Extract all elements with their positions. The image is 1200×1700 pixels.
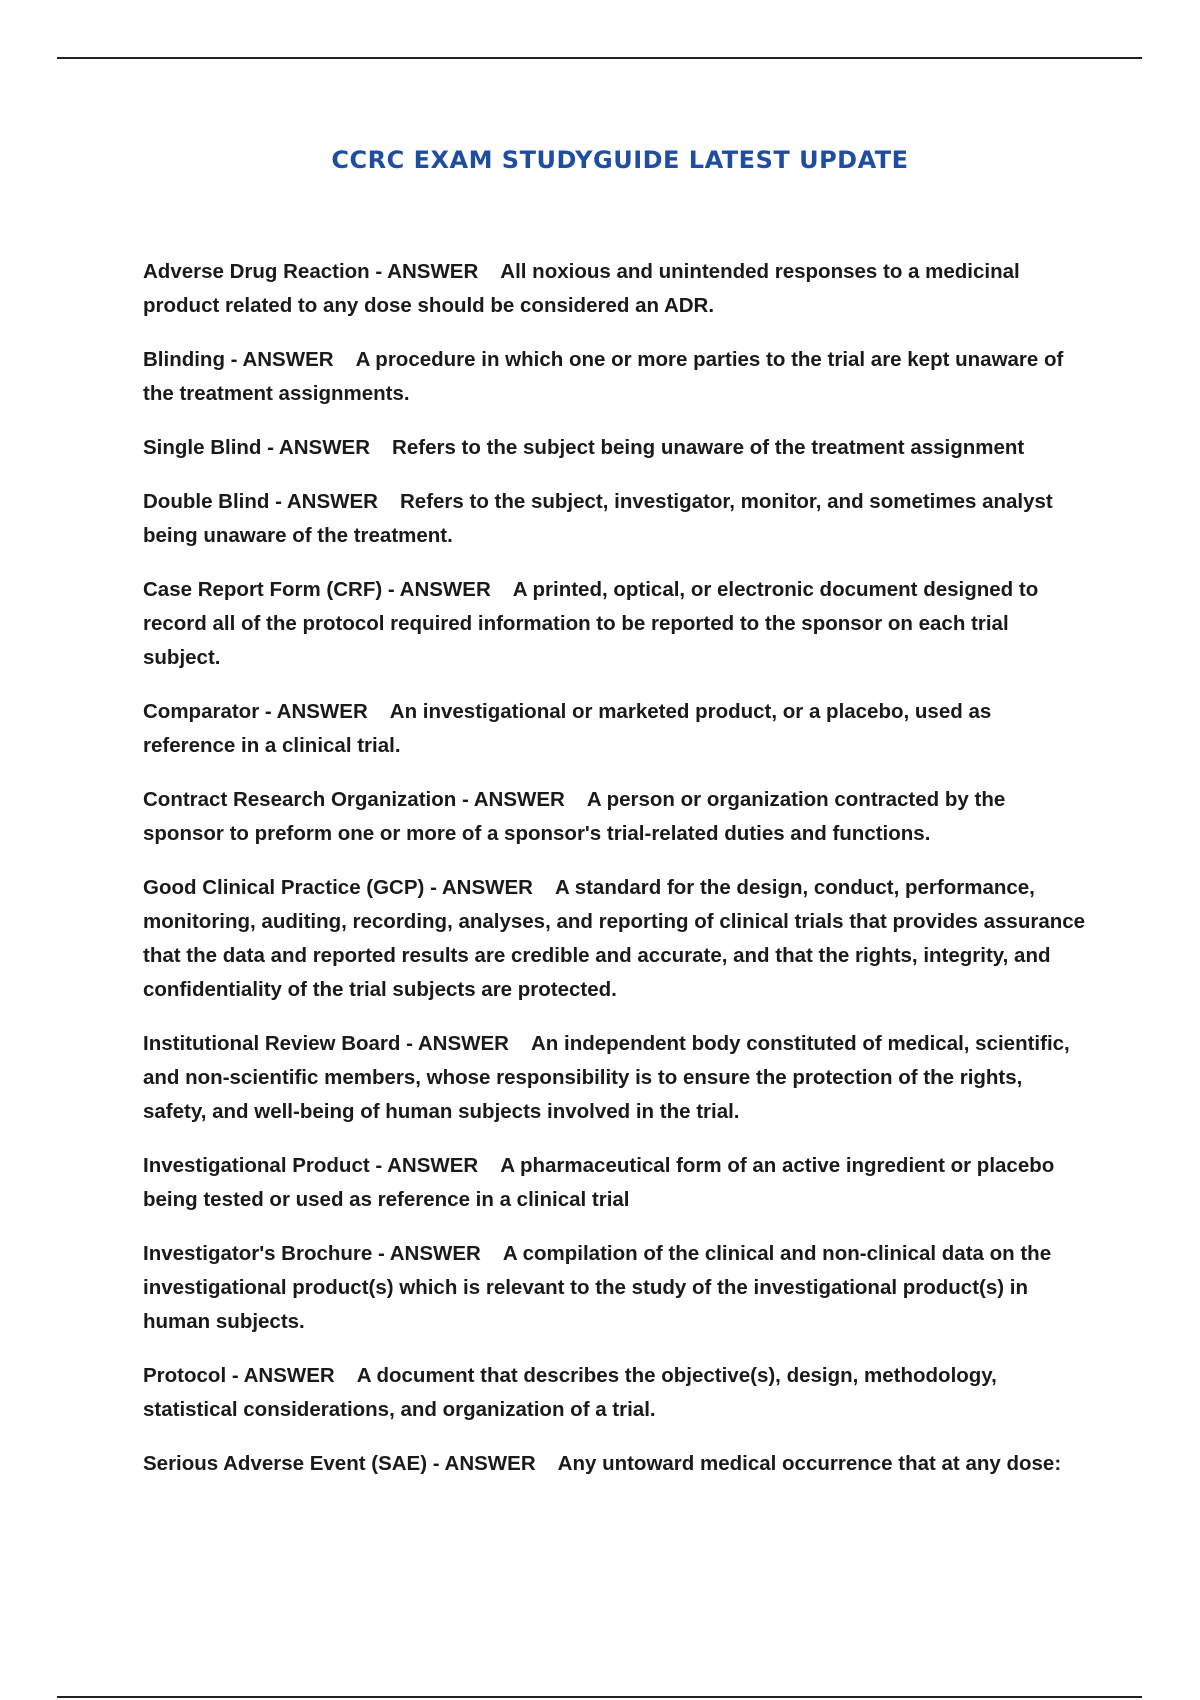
- entry-definition: Refers to the subject being unaware of the treatment assignment: [392, 436, 1025, 459]
- list-item: [143, 485, 1088, 553]
- entry-definition: A document that describes the objective(s), design, methodology, statistical considerations, and organization of a trial.: [143, 1364, 997, 1421]
- list-item: [143, 783, 1088, 851]
- answer-label: - ANSWER: [424, 876, 533, 899]
- answer-label: - ANSWER: [382, 578, 491, 601]
- entry-term: Serious Adverse Event (SAE): [143, 1452, 428, 1475]
- entry-list: [143, 255, 1088, 1501]
- answer-label: - ANSWER: [226, 1364, 335, 1387]
- entry-term: Blinding: [143, 348, 225, 371]
- entry-term: Comparator: [143, 700, 260, 723]
- list-item: [143, 1359, 1088, 1427]
- answer-label: - ANSWER: [369, 1154, 479, 1177]
- answer-label: - ANSWER: [427, 1452, 536, 1475]
- entry-term: Single Blind: [143, 436, 262, 459]
- answer-label: - ANSWER: [261, 436, 371, 459]
- list-item: [143, 343, 1088, 411]
- entry-definition: A compilation of the clinical and non-clinical data on the investigational product(s) which is relevant to the study of the investigational product(s) in human subjects.: [143, 1242, 1052, 1333]
- list-item: [143, 431, 1088, 465]
- answer-label: - ANSWER: [400, 1032, 509, 1055]
- entry-term: Protocol: [143, 1364, 227, 1387]
- entry-term: Good Clinical Practice (GCP): [143, 876, 425, 899]
- answer-label: - ANSWER: [269, 490, 378, 513]
- entry-definition: All noxious and unintended responses to a medicinal product related to any dose should be considered an ADR.: [143, 260, 1020, 317]
- answer-label: - ANSWER: [259, 700, 368, 723]
- list-item: [143, 1447, 1088, 1481]
- entry-term: Case Report Form (CRF): [143, 578, 383, 601]
- entry-definition: An investigational or marketed product, or a placebo, used as reference in a clinical trial.: [143, 700, 992, 757]
- answer-label: - ANSWER: [369, 260, 479, 283]
- footer-rule: [57, 1696, 1142, 1698]
- entry-term: Double Blind: [143, 490, 270, 513]
- document-title: CCRC EXAM STUDYGUIDE LATEST UPDATE: [331, 146, 909, 174]
- entry-definition: A printed, optical, or electronic document designed to record all of the protocol required information to be reported to the sponsor on each trial subject.: [143, 578, 1039, 669]
- answer-label: - ANSWER: [224, 348, 334, 371]
- entry-definition: Refers to the subject, investigator, monitor, and sometimes analyst being unaware of the treatment.: [143, 490, 1053, 547]
- entry-term: Contract Research Organization: [143, 788, 457, 811]
- answer-label: - ANSWER: [456, 788, 565, 811]
- entry-definition: A person or organization contracted by the sponsor to preform one or more of a sponsor's trial-related duties and functions.: [143, 788, 1006, 845]
- entry-definition: A procedure in which one or more parties to the trial are kept unaware of the treatment assignments.: [143, 348, 1064, 405]
- list-item: [143, 1027, 1088, 1129]
- entry-definition: A pharmaceutical form of an active ingredient or placebo being tested or used as reference in a clinical trial: [143, 1154, 1055, 1211]
- entry-term: Institutional Review Board: [143, 1032, 401, 1055]
- list-item: [143, 255, 1088, 323]
- entry-definition: An independent body constituted of medical, scientific, and non-scientific members, whose responsibility is to ensure the protection of the rights, safety, and well-being of human subjects involved in the trial.: [143, 1032, 1070, 1123]
- list-item: [143, 573, 1088, 675]
- list-item: [143, 1237, 1088, 1339]
- entry-term: Investigational Product: [143, 1154, 370, 1177]
- entry-term: Adverse Drug Reaction: [143, 260, 370, 283]
- list-item: [143, 871, 1088, 1007]
- header-rule: [57, 57, 1142, 59]
- list-item: [143, 695, 1088, 763]
- entry-term: Investigator's Brochure: [143, 1242, 373, 1265]
- entry-definition: A standard for the design, conduct, performance, monitoring, auditing, recording, analyses, and reporting of clinical trials that provides assurance that the data and reported results are credible and accurate, and that the rights, integrity, and confidentiality of the trial subjects are protected.: [143, 876, 1086, 1001]
- answer-label: - ANSWER: [372, 1242, 481, 1265]
- entry-definition: Any untoward medical occurrence that at any dose:: [557, 1452, 1062, 1475]
- list-item: [143, 1149, 1088, 1217]
